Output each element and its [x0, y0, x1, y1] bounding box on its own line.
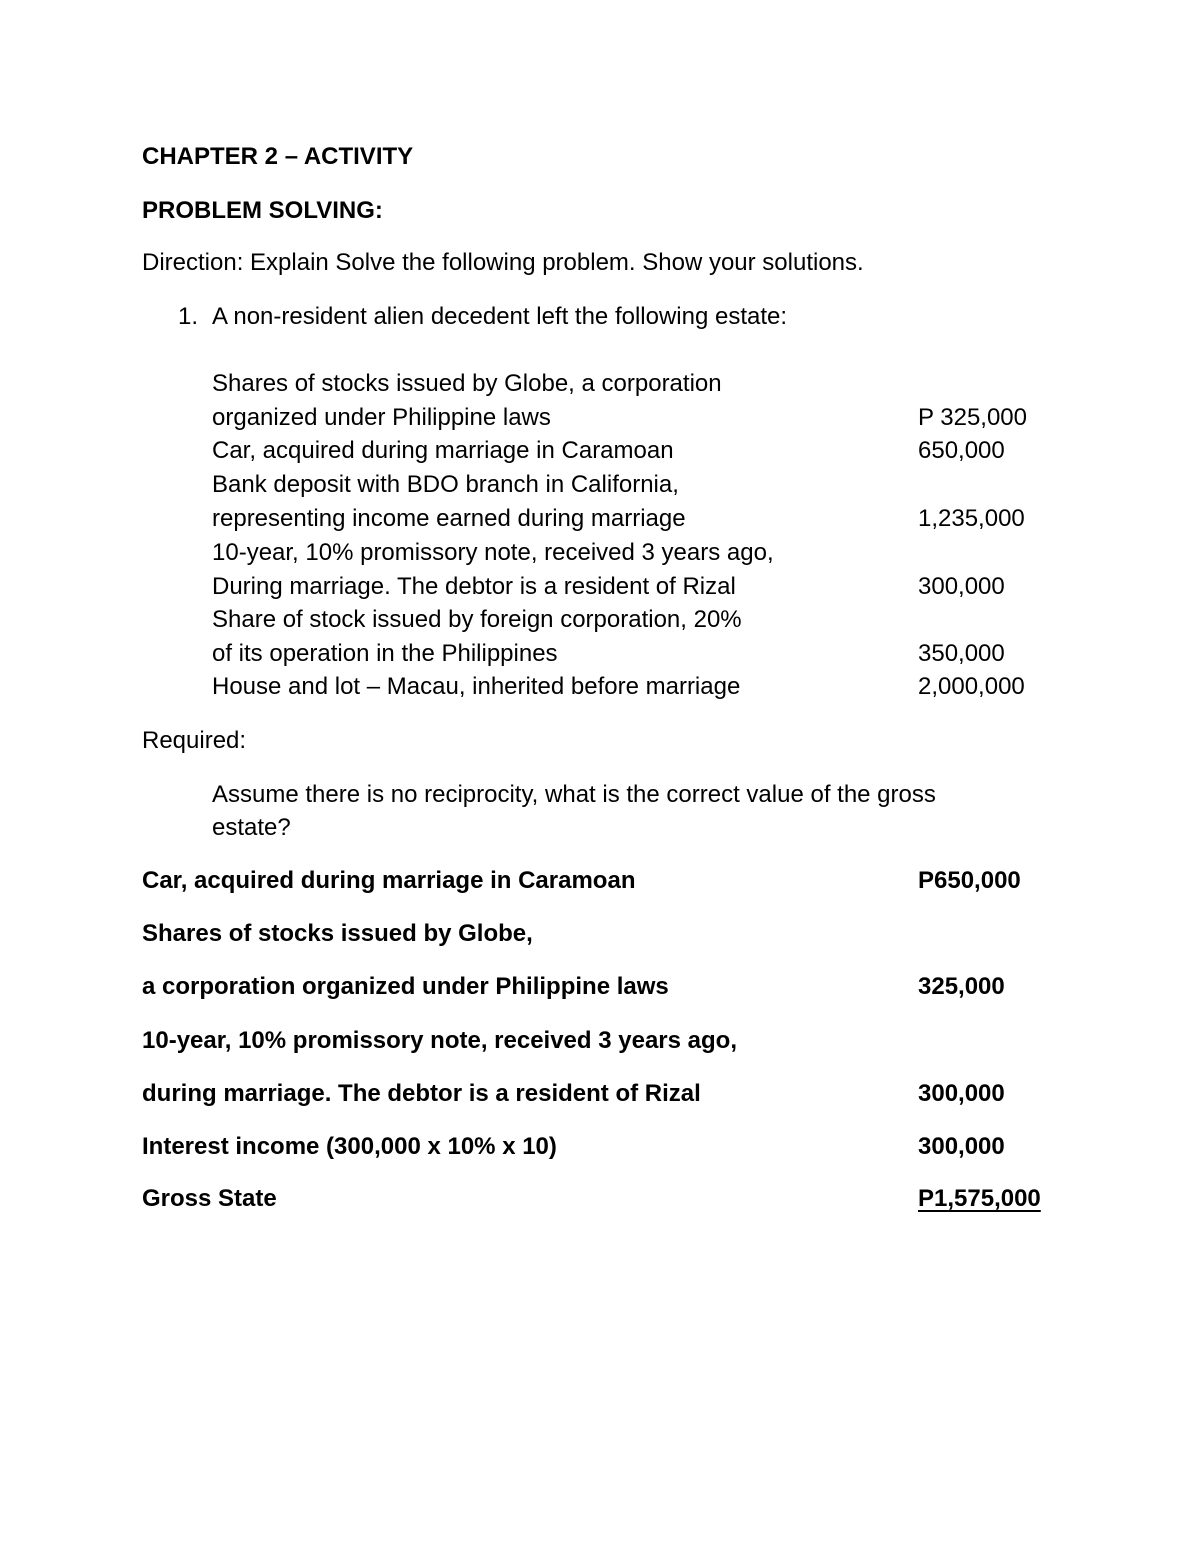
solution-line-label: during marriage. The debtor is a resident of Rizal	[142, 1080, 701, 1107]
solution-line-value: P650,000	[918, 867, 1021, 894]
required-label: Required:	[142, 727, 247, 754]
solution-line-label: Car, acquired during marriage in Caramoan	[142, 867, 636, 894]
estate-line-label: During marriage. The debtor is a resident of Rizal	[212, 573, 736, 600]
estate-line-label: Bank deposit with BDO branch in California,	[212, 471, 679, 498]
solution-line-value: 325,000	[918, 973, 1005, 1000]
estate-line-label: Shares of stocks issued by Globe, a corporation	[212, 370, 722, 397]
solution-line-value: 300,000	[918, 1080, 1005, 1107]
section-heading: PROBLEM SOLVING:	[142, 197, 383, 224]
solution-line-label: Interest income (300,000 x 10% x 10)	[142, 1133, 557, 1160]
direction-text: Direction: Explain Solve the following problem. Show your solutions.	[142, 249, 864, 276]
solution-line-value: 300,000	[918, 1133, 1005, 1160]
gross-estate-total: P1,575,000	[918, 1185, 1041, 1212]
estate-line-value: 650,000	[918, 437, 1005, 464]
solution-line-label: Shares of stocks issued by Globe,	[142, 920, 533, 947]
estate-line-value: 300,000	[918, 573, 1005, 600]
estate-line-label: Share of stock issued by foreign corporation, 20%	[212, 606, 742, 633]
solution-line-label: a corporation organized under Philippine laws	[142, 973, 669, 1000]
estate-line-value: P 325,000	[918, 404, 1027, 431]
estate-line-label: representing income earned during marriage	[212, 505, 686, 532]
estate-line-value: 350,000	[918, 640, 1005, 667]
problem-number: 1.	[178, 303, 199, 330]
solution-line-label: 10-year, 10% promissory note, received 3 years ago,	[142, 1027, 737, 1054]
estate-line-label: of its operation in the Philippines	[212, 640, 558, 667]
estate-line-label: organized under Philippine laws	[212, 404, 551, 431]
estate-line-value: 1,235,000	[918, 505, 1025, 532]
problem-text: A non-resident alien decedent left the following estate:	[212, 303, 788, 330]
estate-line-label: Car, acquired during marriage in Caramoan	[212, 437, 674, 464]
question-text-continued: estate?	[212, 814, 291, 841]
estate-line-label: House and lot – Macau, inherited before marriage	[212, 673, 741, 700]
page-title: CHAPTER 2 – ACTIVITY	[142, 143, 414, 170]
estate-line-value: 2,000,000	[918, 673, 1025, 700]
estate-line-label: 10-year, 10% promissory note, received 3 years ago,	[212, 539, 774, 566]
gross-estate-label: Gross State	[142, 1185, 277, 1212]
question-text: Assume there is no reciprocity, what is the correct value of the gross	[212, 781, 936, 808]
